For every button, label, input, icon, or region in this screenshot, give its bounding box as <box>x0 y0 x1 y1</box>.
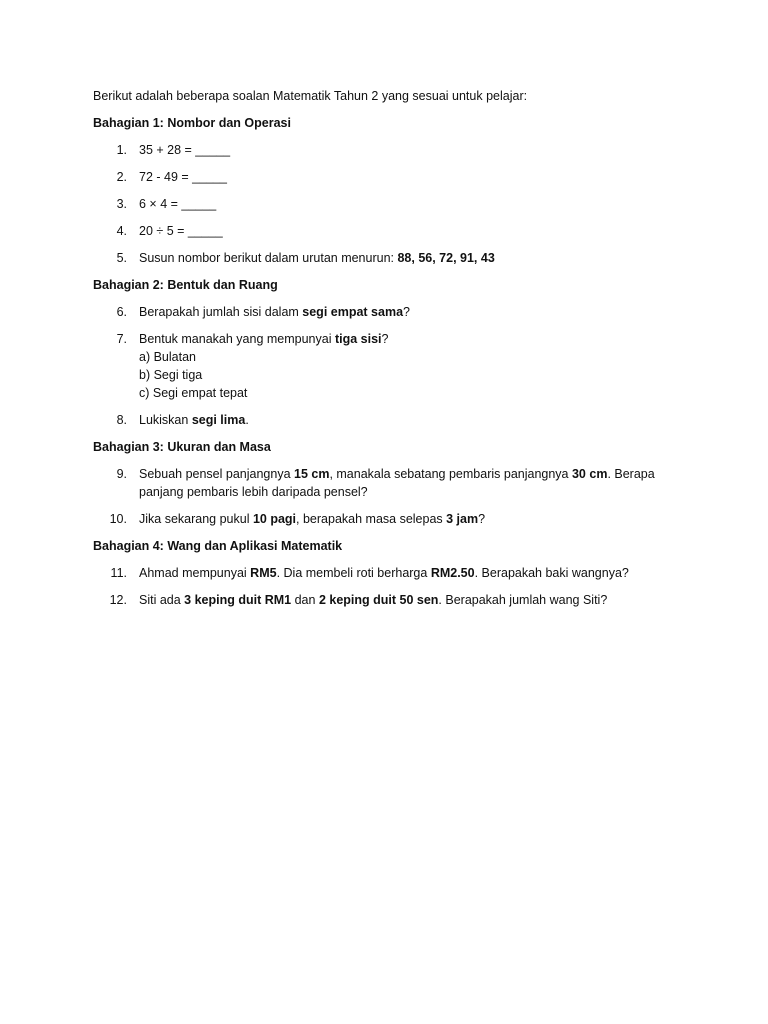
question-number: 3. <box>116 197 127 211</box>
question-text-pre: Susun nombor berikut dalam urutan menurun: <box>139 251 398 265</box>
question-4 <box>93 222 683 240</box>
question-text: 6 × 4 = _____ <box>139 197 217 211</box>
question-text-post: . Berapa panjang pembaris lebih daripada pensel? <box>139 467 655 499</box>
question-text-bold: 10 pagi <box>252 512 297 526</box>
section-wang-aplikasi <box>93 537 683 609</box>
question-text-pre: Sebuah pensel panjangnya <box>139 467 294 481</box>
question-2 <box>93 168 683 186</box>
question-10 <box>93 510 683 528</box>
question-text-bold-2: RM2.50 <box>430 566 475 580</box>
question-text-post: ? <box>478 512 486 526</box>
question-number: 8. <box>116 413 127 427</box>
question-text-post: . <box>245 413 249 427</box>
question-text-pre: Ahmad mempunyai <box>139 566 251 580</box>
question-text-post: ? <box>403 305 410 319</box>
question-11 <box>93 564 683 582</box>
section-bentuk-ruang <box>93 276 683 429</box>
question-number: 2. <box>116 170 127 184</box>
question-list <box>93 564 683 609</box>
question-7 <box>93 330 683 402</box>
option-b: b) Segi tiga <box>139 368 203 382</box>
question-number: 10. <box>109 512 127 526</box>
question-text-post: . Berapakah baki wangnya? <box>474 566 629 580</box>
question-text-mid: , manakala sebatang pembaris panjangnya <box>329 467 572 481</box>
question-text-pre: Berapakah jumlah sisi dalam <box>139 305 303 319</box>
question-text: 35 + 28 = _____ <box>139 143 231 157</box>
section-ukuran-masa <box>93 438 683 528</box>
question-3 <box>93 195 683 213</box>
intro-text: Berikut adalah beberapa soalan Matematik Tahun 2 yang sesuai untuk pelajar: <box>93 89 528 103</box>
question-9 <box>93 465 683 501</box>
question-text-bold: 15 cm <box>294 467 330 481</box>
question-text-bold: 3 keping duit RM1 <box>184 593 292 607</box>
question-number: 6. <box>116 305 127 319</box>
question-text-pre: Jika sekarang pukul <box>139 512 253 526</box>
question-number: 5. <box>116 251 127 265</box>
section-nombor-operasi <box>93 114 683 267</box>
question-text-pre: Siti ada <box>139 593 185 607</box>
question-text-bold: segi lima <box>191 413 246 427</box>
question-list <box>93 141 683 267</box>
section-title: Bahagian 1: Nombor dan Operasi <box>93 116 291 130</box>
question-8 <box>93 411 683 429</box>
question-number: 9. <box>116 467 127 481</box>
question-text: 72 - 49 = _____ <box>139 170 227 184</box>
question-text-mid: dan <box>291 593 319 607</box>
question-number: 1. <box>116 143 127 157</box>
question-1 <box>93 141 683 159</box>
option-c: c) Segi empat tepat <box>139 386 248 400</box>
question-text: 20 ÷ 5 = _____ <box>139 224 223 238</box>
question-text-bold: 88, 56, 72, 91, 43 <box>397 251 495 265</box>
question-text-bold: tiga sisi <box>334 332 382 346</box>
question-text-post: ? <box>381 332 389 346</box>
question-text-bold-2: 2 keping duit 50 sen <box>318 593 439 607</box>
question-list <box>93 303 683 429</box>
question-text-bold: segi empat sama <box>302 305 404 319</box>
question-number: 7. <box>116 332 127 346</box>
question-text-post: . Berapakah jumlah wang Siti? <box>438 593 608 607</box>
question-text-bold: RM5 <box>250 566 277 580</box>
question-text-mid: , berapakah masa selepas <box>296 512 447 526</box>
question-text-mid: . Dia membeli roti berharga <box>276 566 431 580</box>
section-title: Bahagian 3: Ukuran dan Masa <box>93 440 271 454</box>
question-text-bold-2: 3 jam <box>446 512 479 526</box>
question-number: 4. <box>116 224 127 238</box>
document-page <box>93 87 683 618</box>
question-text-pre: Lukiskan <box>139 413 192 427</box>
section-title: Bahagian 4: Wang dan Aplikasi Matematik <box>93 539 343 553</box>
question-12 <box>93 591 683 609</box>
option-a: a) Bulatan <box>139 350 196 364</box>
question-number: 11. <box>110 566 127 580</box>
question-number: 12. <box>109 593 127 607</box>
question-list <box>93 465 683 528</box>
question-5 <box>93 249 683 267</box>
question-text-pre: Bentuk manakah yang mempunyai <box>139 332 335 346</box>
question-6 <box>93 303 683 321</box>
question-text-bold-2: 30 cm <box>571 467 608 481</box>
section-title: Bahagian 2: Bentuk dan Ruang <box>93 278 278 292</box>
